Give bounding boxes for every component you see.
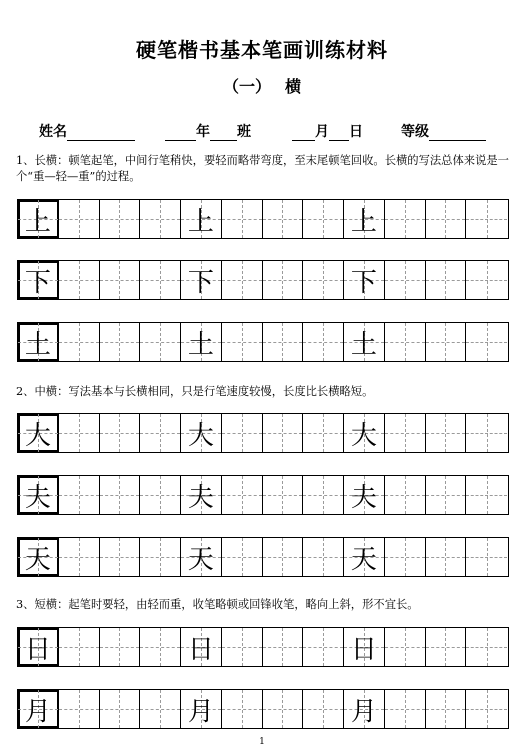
practice-cell[interactable] xyxy=(100,476,141,514)
guide-line-horizontal xyxy=(59,647,99,648)
model-character: 上 xyxy=(350,206,377,237)
practice-cell[interactable] xyxy=(385,200,426,238)
guide-line-horizontal xyxy=(59,495,99,496)
practice-cell[interactable] xyxy=(140,323,181,361)
guide-line-horizontal xyxy=(100,495,140,496)
practice-cell[interactable] xyxy=(100,323,141,361)
grade-blank[interactable] xyxy=(429,125,486,141)
guide-line-horizontal xyxy=(100,219,140,220)
practice-cell[interactable] xyxy=(181,261,222,299)
practice-cell[interactable] xyxy=(426,628,467,666)
model-character: 日 xyxy=(350,634,377,665)
guide-line-horizontal xyxy=(466,280,507,281)
practice-row xyxy=(17,322,509,362)
practice-cell[interactable] xyxy=(100,414,141,452)
guide-line-horizontal xyxy=(426,647,466,648)
guide-line-horizontal xyxy=(303,280,343,281)
guide-line-horizontal xyxy=(59,557,99,558)
practice-cell[interactable] xyxy=(59,200,100,238)
lesson-subtitle xyxy=(0,74,524,97)
year-blank[interactable] xyxy=(165,125,196,141)
model-character: 夫 xyxy=(350,482,377,513)
guide-line-horizontal xyxy=(426,342,466,343)
guide-line-horizontal xyxy=(222,709,262,710)
guide-line-horizontal xyxy=(222,433,262,434)
practice-cell[interactable] xyxy=(263,538,304,576)
practice-cell[interactable] xyxy=(385,538,426,576)
guide-line-horizontal xyxy=(140,342,180,343)
guide-line-horizontal xyxy=(426,219,466,220)
guide-line-horizontal xyxy=(426,433,466,434)
guide-line-horizontal xyxy=(385,557,425,558)
guide-line-horizontal xyxy=(385,495,425,496)
guide-line-horizontal xyxy=(263,219,303,220)
practice-cell[interactable] xyxy=(344,690,385,728)
practice-cell[interactable] xyxy=(100,628,141,666)
guide-line-horizontal xyxy=(222,495,262,496)
practice-cell[interactable] xyxy=(181,690,222,728)
practice-cell[interactable] xyxy=(222,628,263,666)
practice-row xyxy=(17,260,509,300)
lesson-number: （一） xyxy=(222,77,271,96)
guide-line-horizontal xyxy=(303,342,343,343)
guide-line-horizontal xyxy=(385,342,425,343)
practice-cell[interactable] xyxy=(18,414,59,452)
practice-cell[interactable] xyxy=(59,628,100,666)
practice-row xyxy=(17,199,509,239)
practice-cell[interactable] xyxy=(263,476,304,514)
practice-cell[interactable] xyxy=(344,323,385,361)
section-2-description: 2、中横：写法基本与长横相同，只是行笔速度较慢，长度比长横略短。 xyxy=(16,385,374,398)
page-number: 1 xyxy=(259,737,265,747)
guide-line-horizontal xyxy=(140,280,180,281)
model-character: 日 xyxy=(187,634,214,665)
practice-row xyxy=(17,413,509,453)
practice-cell[interactable] xyxy=(385,690,426,728)
practice-cell[interactable] xyxy=(466,261,507,299)
practice-cell[interactable] xyxy=(385,261,426,299)
practice-cell[interactable] xyxy=(222,200,263,238)
practice-cell[interactable] xyxy=(385,628,426,666)
guide-line-horizontal xyxy=(140,219,180,220)
practice-cell[interactable] xyxy=(263,414,304,452)
practice-cell[interactable] xyxy=(303,414,344,452)
lesson-stroke: 横 xyxy=(285,77,302,96)
practice-cell[interactable] xyxy=(344,261,385,299)
guide-line-horizontal xyxy=(385,433,425,434)
guide-line-horizontal xyxy=(466,219,507,220)
practice-cell[interactable] xyxy=(140,538,181,576)
guide-line-horizontal xyxy=(385,280,425,281)
grade-label: 等级 xyxy=(401,124,429,140)
practice-cell[interactable] xyxy=(303,261,344,299)
practice-cell[interactable] xyxy=(426,690,467,728)
guide-line-horizontal xyxy=(263,433,303,434)
guide-line-horizontal xyxy=(222,219,262,220)
guide-line-horizontal xyxy=(303,433,343,434)
practice-cell[interactable] xyxy=(303,538,344,576)
practice-cell[interactable] xyxy=(18,690,59,728)
guide-line-horizontal xyxy=(222,647,262,648)
practice-cell[interactable] xyxy=(181,323,222,361)
practice-cell[interactable] xyxy=(181,628,222,666)
guide-line-horizontal xyxy=(222,280,262,281)
practice-cell[interactable] xyxy=(140,476,181,514)
guide-line-horizontal xyxy=(100,709,140,710)
model-character: 下 xyxy=(187,267,214,298)
model-character: 下 xyxy=(24,267,51,298)
practice-cell[interactable] xyxy=(263,690,304,728)
student-info-line xyxy=(39,121,499,141)
practice-cell[interactable] xyxy=(426,323,467,361)
guide-line-horizontal xyxy=(303,557,343,558)
practice-cell[interactable] xyxy=(140,200,181,238)
model-character: 下 xyxy=(350,267,377,298)
guide-line-horizontal xyxy=(426,709,466,710)
practice-cell[interactable] xyxy=(466,538,507,576)
practice-cell[interactable] xyxy=(344,414,385,452)
practice-cell[interactable] xyxy=(385,476,426,514)
practice-cell[interactable] xyxy=(100,261,141,299)
practice-cell[interactable] xyxy=(59,476,100,514)
practice-cell[interactable] xyxy=(303,200,344,238)
model-character: 土 xyxy=(187,329,214,360)
class-blank[interactable] xyxy=(210,125,237,141)
guide-line-horizontal xyxy=(140,647,180,648)
guide-line-horizontal xyxy=(100,280,140,281)
guide-line-horizontal xyxy=(59,280,99,281)
practice-cell[interactable] xyxy=(263,628,304,666)
model-character: 月 xyxy=(350,696,377,727)
guide-line-horizontal xyxy=(263,709,303,710)
guide-line-horizontal xyxy=(59,433,99,434)
practice-cell[interactable] xyxy=(263,261,304,299)
class-label: 班 xyxy=(237,124,251,140)
guide-line-horizontal xyxy=(303,709,343,710)
guide-line-horizontal xyxy=(140,709,180,710)
guide-line-horizontal xyxy=(466,647,507,648)
practice-row xyxy=(17,627,509,667)
practice-row xyxy=(17,537,509,577)
practice-cell[interactable] xyxy=(344,476,385,514)
practice-cell[interactable] xyxy=(466,628,507,666)
guide-line-horizontal xyxy=(466,557,507,558)
month-blank[interactable] xyxy=(292,125,315,141)
practice-cell[interactable] xyxy=(466,690,507,728)
practice-cell[interactable] xyxy=(222,261,263,299)
guide-line-horizontal xyxy=(303,647,343,648)
practice-cell[interactable] xyxy=(181,414,222,452)
guide-line-horizontal xyxy=(426,495,466,496)
guide-line-horizontal xyxy=(100,433,140,434)
guide-line-horizontal xyxy=(100,647,140,648)
practice-cell[interactable] xyxy=(59,323,100,361)
guide-line-horizontal xyxy=(303,219,343,220)
guide-line-horizontal xyxy=(466,433,507,434)
practice-cell[interactable] xyxy=(263,200,304,238)
practice-row xyxy=(17,689,509,729)
practice-cell[interactable] xyxy=(18,323,59,361)
practice-cell[interactable] xyxy=(426,538,467,576)
model-character: 大 xyxy=(24,420,51,451)
guide-line-horizontal xyxy=(385,219,425,220)
guide-line-horizontal xyxy=(303,495,343,496)
practice-row xyxy=(17,475,509,515)
day-blank[interactable] xyxy=(329,125,349,141)
practice-cell[interactable] xyxy=(303,323,344,361)
section-3-description: 3、短横：起笔时要轻，由轻而重，收笔略顿或回锋收笔，略向上斜，形不宜长。 xyxy=(16,598,419,611)
page-title: 硬笔楷书基本笔画训练材料 xyxy=(136,38,388,62)
model-character: 上 xyxy=(24,206,51,237)
guide-line-horizontal xyxy=(222,342,262,343)
practice-cell[interactable] xyxy=(466,323,507,361)
practice-cell[interactable] xyxy=(303,690,344,728)
name-label: 姓名 xyxy=(39,124,67,140)
model-character: 日 xyxy=(24,634,51,665)
guide-line-horizontal xyxy=(100,557,140,558)
practice-cell[interactable] xyxy=(140,628,181,666)
guide-line-horizontal xyxy=(385,709,425,710)
practice-cell[interactable] xyxy=(181,200,222,238)
guide-line-horizontal xyxy=(426,557,466,558)
practice-cell[interactable] xyxy=(426,414,467,452)
model-character: 天 xyxy=(24,544,51,575)
guide-line-horizontal xyxy=(385,647,425,648)
practice-cell[interactable] xyxy=(344,200,385,238)
practice-cell[interactable] xyxy=(222,476,263,514)
practice-cell[interactable] xyxy=(222,323,263,361)
guide-line-horizontal xyxy=(140,557,180,558)
practice-cell[interactable] xyxy=(18,200,59,238)
guide-line-horizontal xyxy=(263,342,303,343)
guide-line-horizontal xyxy=(263,280,303,281)
guide-line-horizontal xyxy=(426,280,466,281)
model-character: 大 xyxy=(187,420,214,451)
model-character: 土 xyxy=(24,329,51,360)
practice-cell[interactable] xyxy=(100,690,141,728)
practice-cell[interactable] xyxy=(426,200,467,238)
model-character: 月 xyxy=(187,696,214,727)
model-character: 夫 xyxy=(187,482,214,513)
practice-cell[interactable] xyxy=(18,476,59,514)
day-label: 日 xyxy=(349,124,363,140)
guide-line-horizontal xyxy=(59,219,99,220)
practice-cell[interactable] xyxy=(466,476,507,514)
practice-cell[interactable] xyxy=(303,628,344,666)
practice-cell[interactable] xyxy=(466,414,507,452)
model-character: 土 xyxy=(350,329,377,360)
practice-cell[interactable] xyxy=(344,538,385,576)
section-1-description: 1、长横：顿笔起笔，中间行笔稍快，要轻而略带弯度，至末尾顿笔回收。长横的写法总体来说是一个“重—轻—重”的过程。 xyxy=(16,154,509,183)
practice-cell[interactable] xyxy=(18,538,59,576)
practice-cell[interactable] xyxy=(140,261,181,299)
month-label: 月 xyxy=(315,124,329,140)
model-character: 天 xyxy=(350,544,377,575)
practice-cell[interactable] xyxy=(222,690,263,728)
practice-cell[interactable] xyxy=(385,323,426,361)
guide-line-horizontal xyxy=(59,342,99,343)
year-label: 年 xyxy=(196,124,210,140)
guide-line-horizontal xyxy=(59,709,99,710)
practice-cell[interactable] xyxy=(222,538,263,576)
practice-cell[interactable] xyxy=(426,261,467,299)
name-blank[interactable] xyxy=(67,125,135,141)
model-character: 夫 xyxy=(24,482,51,513)
guide-line-horizontal xyxy=(100,342,140,343)
guide-line-horizontal xyxy=(263,495,303,496)
practice-cell[interactable] xyxy=(140,414,181,452)
practice-cell[interactable] xyxy=(181,538,222,576)
practice-cell[interactable] xyxy=(59,414,100,452)
model-character: 上 xyxy=(187,206,214,237)
practice-cell[interactable] xyxy=(222,414,263,452)
practice-cell[interactable] xyxy=(140,690,181,728)
model-character: 月 xyxy=(24,696,51,727)
practice-cell[interactable] xyxy=(100,538,141,576)
practice-cell[interactable] xyxy=(303,476,344,514)
practice-cell[interactable] xyxy=(18,628,59,666)
practice-cell[interactable] xyxy=(385,414,426,452)
practice-cell[interactable] xyxy=(59,538,100,576)
practice-cell[interactable] xyxy=(344,628,385,666)
guide-line-horizontal xyxy=(466,709,507,710)
practice-cell[interactable] xyxy=(181,476,222,514)
practice-cell[interactable] xyxy=(59,690,100,728)
practice-cell[interactable] xyxy=(59,261,100,299)
practice-cell[interactable] xyxy=(466,200,507,238)
model-character: 大 xyxy=(350,420,377,451)
guide-line-horizontal xyxy=(466,495,507,496)
guide-line-horizontal xyxy=(222,557,262,558)
guide-line-horizontal xyxy=(263,647,303,648)
guide-line-horizontal xyxy=(263,557,303,558)
model-character: 天 xyxy=(187,544,214,575)
practice-cell[interactable] xyxy=(426,476,467,514)
practice-cell[interactable] xyxy=(18,261,59,299)
practice-cell[interactable] xyxy=(263,323,304,361)
guide-line-horizontal xyxy=(466,342,507,343)
practice-cell[interactable] xyxy=(100,200,141,238)
guide-line-horizontal xyxy=(140,433,180,434)
guide-line-horizontal xyxy=(140,495,180,496)
